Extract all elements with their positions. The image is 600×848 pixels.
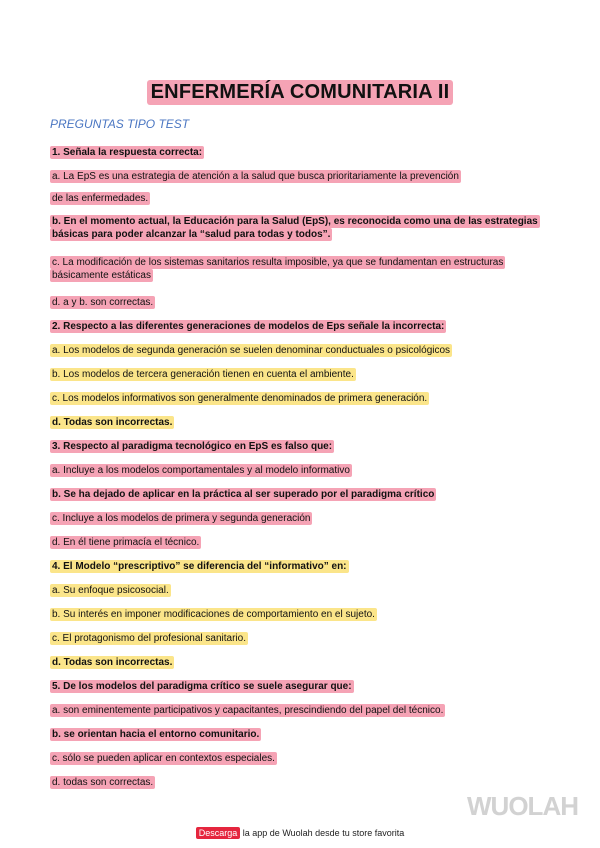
line-text: b. Se ha dejado de aplicar en la práctica al ser superado por el paradigma crítico [52,489,435,500]
line-text: 5. De los modelos del paradigma crítico se suele asegurar que: [52,681,352,692]
answer-option [50,392,560,405]
line-text: a. Los modelos de segunda generación se suelen denominar conductuales o psicológicos [52,345,451,356]
line-text: 2. Respecto a las diferentes generaciones de modelos de Eps señale la incorrecta: [52,321,445,332]
answer-option [50,416,560,429]
line-text: a. Incluye a los modelos comportamentales y al modelo informativo [52,465,350,476]
answer-option [50,752,560,765]
line-text: c. El protagonismo del profesional sanitario. [52,633,246,644]
answer-option [50,584,560,597]
line-text: d. Todas son incorrectas. [52,417,173,428]
question-stem [50,320,560,333]
line-text: d. En él tiene primacía el técnico. [52,537,200,548]
answer-option [50,344,560,357]
answer-option [50,776,560,789]
footer-text: la app de Wuolah desde tu store favorita [240,828,405,838]
answer-option [50,632,560,645]
question-stem [50,146,560,159]
line-text: b. Su interés en imponer modificaciones de comportamiento en el sujeto. [52,609,375,620]
line-text: c. Los modelos informativos son generalmente denominados de primera generación. [52,393,428,404]
question-stem [50,680,560,693]
line-text: b. En el momento actual, la Educación para la Salud (EpS), es reconocida como una de las estrategias básicas para poder alcanzar la “salud para todas y todos”. [52,216,538,240]
line-text: d. todas son correctas. [52,777,154,788]
wuolah-logo: WUOLAH [467,791,578,821]
answer-option [50,256,560,282]
line-text: 3. Respecto al paradigma tecnológico en EpS es falso que: [52,441,333,452]
answer-option [50,170,560,183]
answer-option [50,728,560,741]
answer-option [50,215,560,241]
line-text: 4. El Modelo “prescriptivo” se diferencia del “informativo” en: [52,561,347,572]
page-title-wrapper [0,80,600,105]
answer-option [50,656,560,669]
line-text: b. Los modelos de tercera generación tienen en cuenta el ambiente. [52,369,354,380]
line-text: 1. Señala la respuesta correcta: [52,147,203,158]
download-link[interactable]: Descarga [196,827,241,839]
answer-option [50,512,560,525]
page-subtitle: PREGUNTAS TIPO TEST [50,117,190,131]
answer-option [50,488,560,501]
line-text: a. La EpS es una estrategia de atención a la salud que busca prioritariamente la prevención [52,171,459,182]
answer-option [50,536,560,549]
line-text: c. La modificación de los sistemas sanitarios resulta imposible, ya que se fundamentan en estructuras básicamente estáticas [52,257,504,281]
answer-option [50,192,560,205]
line-text: b. se orientan hacia el entorno comunitario. [52,729,260,740]
line-text: c. Incluye a los modelos de primera y segunda generación [52,513,311,524]
answer-option [50,704,560,717]
answer-option [50,464,560,477]
answer-option [50,608,560,621]
line-text: d. Todas son incorrectas. [52,657,173,668]
line-text: de las enfermedades. [52,193,149,204]
answer-option [50,296,560,309]
line-text: a. Su enfoque psicosocial. [52,585,169,596]
answer-option [50,368,560,381]
question-stem [50,440,560,453]
line-text: a. son eminentemente participativos y capacitantes, prescindiendo del papel del técnico. [52,705,444,716]
line-text: c. sólo se pueden aplicar en contextos especiales. [52,753,275,764]
footer [0,828,600,838]
page-title: ENFERMERÍA COMUNITARIA II [147,80,454,105]
question-stem [50,560,560,573]
line-text: d. a y b. son correctas. [52,297,154,308]
